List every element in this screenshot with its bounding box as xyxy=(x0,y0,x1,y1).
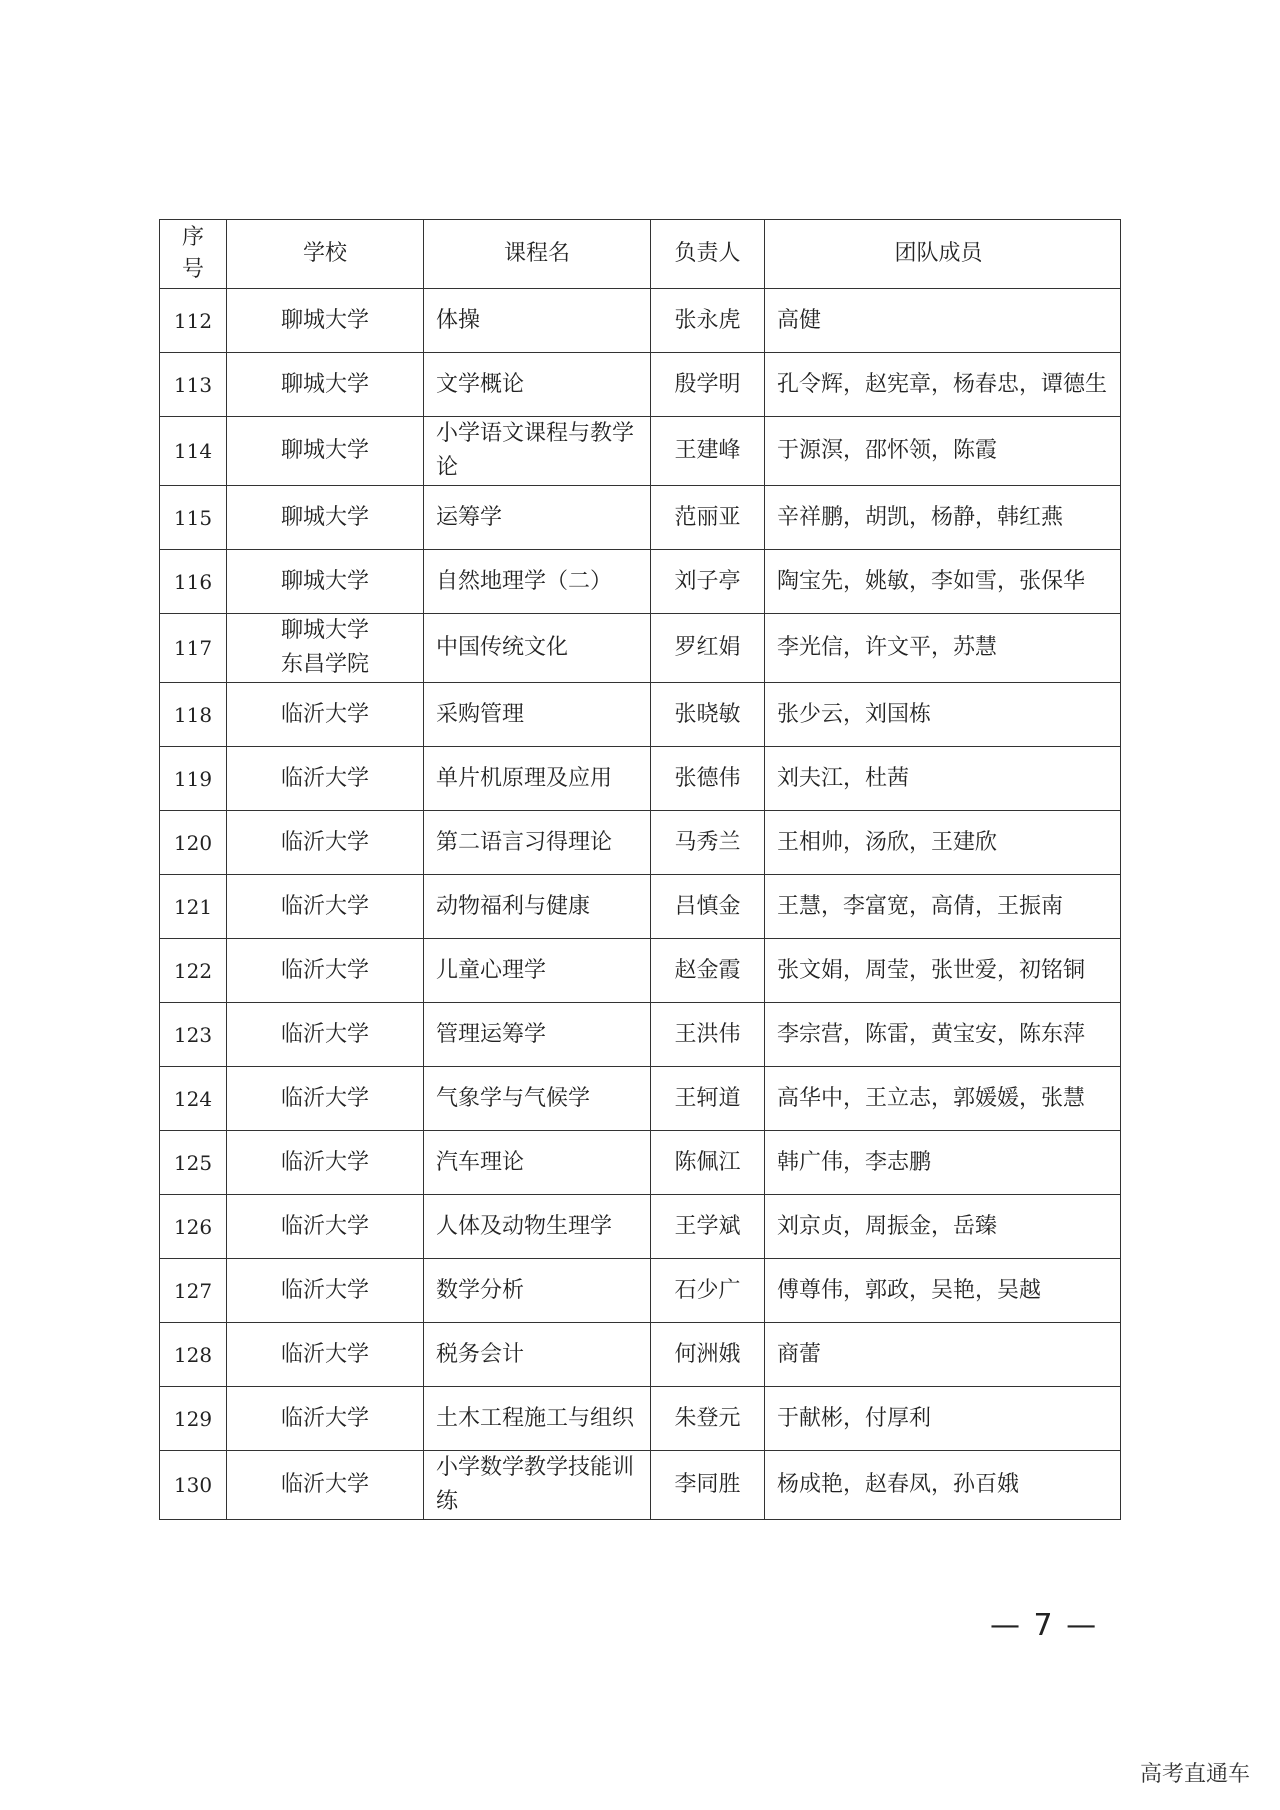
table-row xyxy=(160,1259,1121,1323)
cell-course: 税务会计 xyxy=(424,1323,651,1387)
cell-lead: 王建峰 xyxy=(651,417,765,486)
cell-no: 130 xyxy=(160,1451,227,1520)
watermark-text: 高考直通车 xyxy=(1139,1762,1250,1787)
cell-school: 聊城大学 东昌学院 xyxy=(227,614,424,683)
page-number: — 7 — xyxy=(990,1608,1099,1643)
cell-course: 管理运筹学 xyxy=(424,1003,651,1067)
cell-team: 孔令辉，赵宪章，杨春忠，谭德生 xyxy=(765,353,1121,417)
header-team: 团队成员 xyxy=(765,220,1121,289)
cell-lead: 张晓敏 xyxy=(651,683,765,747)
header-no: 序号 xyxy=(160,220,227,289)
cell-team: 王相帅，汤欣，王建欣 xyxy=(765,811,1121,875)
cell-course: 土木工程施工与组织 xyxy=(424,1387,651,1451)
cell-course: 小学语文课程与教学论 xyxy=(424,417,651,486)
course-table xyxy=(159,219,1121,1520)
cell-school: 聊城大学 xyxy=(227,550,424,614)
cell-course: 文学概论 xyxy=(424,353,651,417)
cell-no: 118 xyxy=(160,683,227,747)
cell-school: 聊城大学 xyxy=(227,417,424,486)
table-row xyxy=(160,683,1121,747)
cell-team: 李宗营，陈雷，黄宝安，陈东萍 xyxy=(765,1003,1121,1067)
cell-no: 123 xyxy=(160,1003,227,1067)
cell-team: 傅尊伟，郭政，吴艳，吴越 xyxy=(765,1259,1121,1323)
cell-team: 于献彬，付厚利 xyxy=(765,1387,1121,1451)
cell-no: 128 xyxy=(160,1323,227,1387)
cell-no: 113 xyxy=(160,353,227,417)
table-row xyxy=(160,1387,1121,1451)
cell-course: 汽车理论 xyxy=(424,1131,651,1195)
cell-lead: 罗红娟 xyxy=(651,614,765,683)
cell-course: 动物福利与健康 xyxy=(424,875,651,939)
cell-lead: 王学斌 xyxy=(651,1195,765,1259)
cell-school: 临沂大学 xyxy=(227,939,424,1003)
cell-no: 122 xyxy=(160,939,227,1003)
cell-course: 小学数学教学技能训练 xyxy=(424,1451,651,1520)
cell-course: 体操 xyxy=(424,289,651,353)
cell-lead: 何洲娥 xyxy=(651,1323,765,1387)
cell-team: 陶宝先，姚敏，李如雪，张保华 xyxy=(765,550,1121,614)
cell-lead: 朱登元 xyxy=(651,1387,765,1451)
cell-team: 高健 xyxy=(765,289,1121,353)
table-row xyxy=(160,417,1121,486)
table-row xyxy=(160,1195,1121,1259)
cell-lead: 王轲道 xyxy=(651,1067,765,1131)
table-row xyxy=(160,939,1121,1003)
cell-course: 中国传统文化 xyxy=(424,614,651,683)
cell-school: 聊城大学 xyxy=(227,353,424,417)
table-row xyxy=(160,1003,1121,1067)
table-body xyxy=(160,289,1121,1520)
cell-school: 临沂大学 xyxy=(227,1067,424,1131)
cell-lead: 吕慎金 xyxy=(651,875,765,939)
cell-lead: 张德伟 xyxy=(651,747,765,811)
cell-no: 120 xyxy=(160,811,227,875)
cell-no: 119 xyxy=(160,747,227,811)
cell-team: 李光信，许文平，苏慧 xyxy=(765,614,1121,683)
table-row xyxy=(160,550,1121,614)
cell-school: 临沂大学 xyxy=(227,747,424,811)
cell-no: 129 xyxy=(160,1387,227,1451)
table-row xyxy=(160,1131,1121,1195)
header-school: 学校 xyxy=(227,220,424,289)
cell-lead: 石少广 xyxy=(651,1259,765,1323)
cell-lead: 马秀兰 xyxy=(651,811,765,875)
cell-no: 127 xyxy=(160,1259,227,1323)
header-lead: 负责人 xyxy=(651,220,765,289)
table-row xyxy=(160,1067,1121,1131)
cell-course: 儿童心理学 xyxy=(424,939,651,1003)
cell-lead: 陈佩江 xyxy=(651,1131,765,1195)
cell-course: 自然地理学（二） xyxy=(424,550,651,614)
cell-course: 运筹学 xyxy=(424,486,651,550)
table-row xyxy=(160,614,1121,683)
cell-course: 第二语言习得理论 xyxy=(424,811,651,875)
cell-lead: 赵金霞 xyxy=(651,939,765,1003)
cell-school: 临沂大学 xyxy=(227,1259,424,1323)
cell-school: 聊城大学 xyxy=(227,289,424,353)
cell-no: 112 xyxy=(160,289,227,353)
table-header-row xyxy=(160,220,1121,289)
cell-lead: 王洪伟 xyxy=(651,1003,765,1067)
cell-course: 气象学与气候学 xyxy=(424,1067,651,1131)
table-row xyxy=(160,747,1121,811)
cell-course: 采购管理 xyxy=(424,683,651,747)
cell-school: 临沂大学 xyxy=(227,875,424,939)
cell-lead: 刘子亭 xyxy=(651,550,765,614)
cell-school: 临沂大学 xyxy=(227,811,424,875)
header-course: 课程名 xyxy=(424,220,651,289)
course-table-container xyxy=(159,219,1121,1520)
cell-team: 张少云，刘国栋 xyxy=(765,683,1121,747)
table-row xyxy=(160,289,1121,353)
cell-no: 116 xyxy=(160,550,227,614)
cell-no: 115 xyxy=(160,486,227,550)
cell-no: 114 xyxy=(160,417,227,486)
cell-school: 临沂大学 xyxy=(227,1003,424,1067)
cell-lead: 范丽亚 xyxy=(651,486,765,550)
cell-team: 于源溟，邵怀领，陈霞 xyxy=(765,417,1121,486)
table-row xyxy=(160,353,1121,417)
cell-team: 刘京贞，周振金，岳臻 xyxy=(765,1195,1121,1259)
table-row xyxy=(160,486,1121,550)
cell-school: 聊城大学 xyxy=(227,486,424,550)
cell-no: 124 xyxy=(160,1067,227,1131)
cell-school: 临沂大学 xyxy=(227,1195,424,1259)
cell-lead: 殷学明 xyxy=(651,353,765,417)
cell-team: 杨成艳，赵春凤，孙百娥 xyxy=(765,1451,1121,1520)
cell-team: 张文娟，周莹，张世爱，初铭铜 xyxy=(765,939,1121,1003)
cell-course: 数学分析 xyxy=(424,1259,651,1323)
cell-course: 人体及动物生理学 xyxy=(424,1195,651,1259)
table-row xyxy=(160,875,1121,939)
cell-lead: 张永虎 xyxy=(651,289,765,353)
cell-course: 单片机原理及应用 xyxy=(424,747,651,811)
cell-school: 临沂大学 xyxy=(227,683,424,747)
cell-school: 临沂大学 xyxy=(227,1323,424,1387)
cell-school: 临沂大学 xyxy=(227,1387,424,1451)
cell-no: 117 xyxy=(160,614,227,683)
cell-team: 刘夫江，杜茜 xyxy=(765,747,1121,811)
cell-team: 辛祥鹏，胡凯，杨静，韩红燕 xyxy=(765,486,1121,550)
table-row xyxy=(160,1323,1121,1387)
cell-team: 韩广伟，李志鹏 xyxy=(765,1131,1121,1195)
cell-team: 高华中，王立志，郭媛媛，张慧 xyxy=(765,1067,1121,1131)
table-row xyxy=(160,811,1121,875)
cell-team: 商蕾 xyxy=(765,1323,1121,1387)
cell-no: 121 xyxy=(160,875,227,939)
cell-no: 125 xyxy=(160,1131,227,1195)
cell-school: 临沂大学 xyxy=(227,1451,424,1520)
cell-lead: 李同胜 xyxy=(651,1451,765,1520)
cell-team: 王慧，李富宽，高倩，王振南 xyxy=(765,875,1121,939)
cell-school: 临沂大学 xyxy=(227,1131,424,1195)
cell-no: 126 xyxy=(160,1195,227,1259)
table-row xyxy=(160,1451,1121,1520)
